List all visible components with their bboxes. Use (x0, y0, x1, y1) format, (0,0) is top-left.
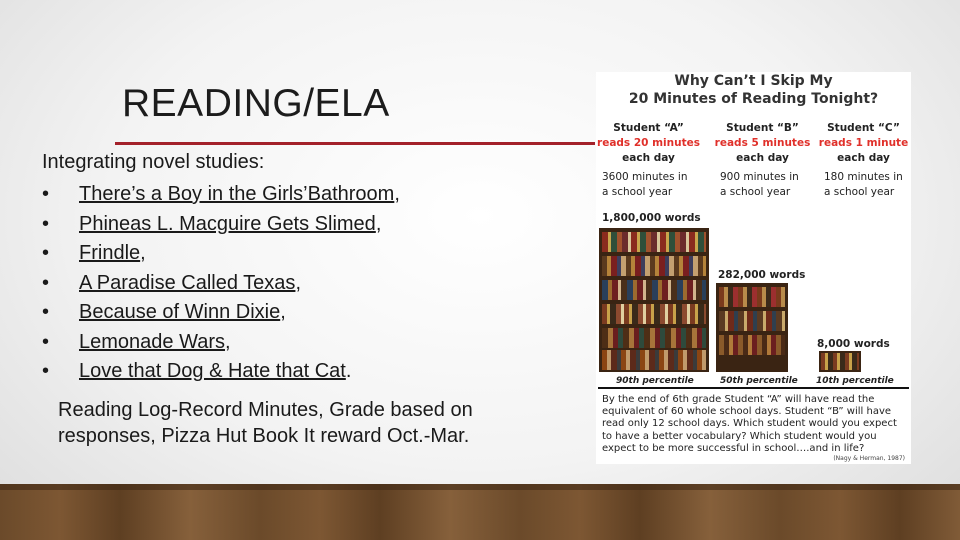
reading-infographic (596, 72, 911, 464)
student-c-percentile: 10th percentile (816, 376, 894, 386)
chart-baseline (598, 387, 909, 389)
bookshelf-b (716, 283, 788, 372)
bullet-icon: • (42, 301, 50, 323)
bullet-icon: • (42, 183, 50, 205)
reading-frequency: each day (622, 152, 675, 164)
minutes-line: a school year (602, 186, 673, 198)
novel-suffix: . (345, 360, 352, 382)
book-row (602, 256, 706, 276)
bullet-icon: • (42, 242, 50, 264)
student-c-words: 8,000 words (817, 338, 890, 350)
student-name: Student “C” (827, 122, 900, 134)
infographic-citation: (Nagy & Herman, 1987) (833, 455, 905, 462)
student-a-words: 1,800,000 words (602, 212, 701, 224)
minutes-line: 180 minutes in (824, 171, 903, 183)
book-row (719, 311, 785, 331)
infographic-note: By the end of 6th grade Student “A” will have read the equivalent of 60 whole school days. Student “B” will have read only 12 school days. Which student would you expect to have a better vocabulary? Which student would you expect to be more successful in school….and in life? (602, 394, 897, 454)
bookshelf-c (819, 351, 861, 372)
infographic-title (596, 72, 911, 108)
slide-title: READING/ELA (122, 82, 390, 125)
bullet-icon: • (42, 271, 50, 294)
student-a-header (596, 121, 701, 166)
student-b-percentile: 50th percentile (720, 376, 798, 386)
student-c-header (816, 121, 911, 166)
novel-title: Phineas L. Macguire Gets Slimed (79, 212, 376, 235)
novel-suffix: , (140, 242, 146, 264)
reading-time: reads 20 minutes (597, 137, 700, 149)
minutes-line: 900 minutes in (720, 171, 799, 183)
book-row (602, 280, 706, 300)
minutes-line: 3600 minutes in (602, 171, 688, 183)
novel-title: A Paradise Called Texas (79, 271, 296, 294)
student-a-percentile: 90th percentile (616, 376, 694, 386)
bullet-icon: • (42, 212, 50, 235)
student-b-minutes (720, 170, 799, 200)
novel-title: Lemonade Wars (79, 330, 225, 353)
book-row (602, 350, 706, 370)
book-row (719, 287, 785, 307)
novel-title: Because of Winn Dixie (79, 301, 281, 323)
book-row (602, 232, 706, 252)
book-row (602, 304, 706, 324)
student-b-header (710, 121, 815, 166)
minutes-line: a school year (720, 186, 791, 198)
bullet-icon: • (42, 330, 50, 353)
novel-studies-intro: Integrating novel studies: (42, 151, 265, 173)
novel-suffix: , (375, 212, 382, 235)
reading-time: reads 1 minute (818, 137, 909, 149)
novel-title: Love that Dog & Hate that Cat (79, 360, 346, 382)
student-b-words: 282,000 words (718, 269, 806, 281)
book-row (602, 328, 706, 348)
wood-floor (0, 484, 960, 540)
reading-time: reads 5 minutes (714, 137, 811, 149)
reading-frequency: each day (736, 152, 789, 164)
student-c-minutes (824, 170, 903, 200)
infographic-title-line2: 20 Minutes of Reading Tonight? (628, 91, 879, 107)
student-a-minutes (602, 170, 687, 200)
book-row (821, 353, 859, 370)
book-row (719, 335, 785, 355)
novel-suffix: , (280, 301, 286, 323)
reading-log-notes: Reading Log-Record Minutes, Grade based on responses, Pizza Hut Book It reward Oct.-Mar. (58, 399, 473, 447)
novel-suffix: , (295, 271, 301, 294)
novel-title: There’s a Boy in the Girls’Bathroom (79, 183, 395, 205)
minutes-line: a school year (824, 186, 895, 198)
novel-suffix: , (394, 183, 400, 205)
student-name: Student “A” (613, 122, 684, 134)
novel-suffix: , (225, 330, 231, 353)
infographic-title-line1: Why Can’t I Skip My (674, 73, 833, 89)
bookshelf-a (599, 228, 709, 372)
student-name: Student “B” (726, 122, 799, 134)
bullet-icon: • (42, 360, 50, 382)
novel-title: Frindle (79, 242, 141, 264)
title-underline (115, 142, 595, 145)
reading-frequency: each day (837, 152, 890, 164)
